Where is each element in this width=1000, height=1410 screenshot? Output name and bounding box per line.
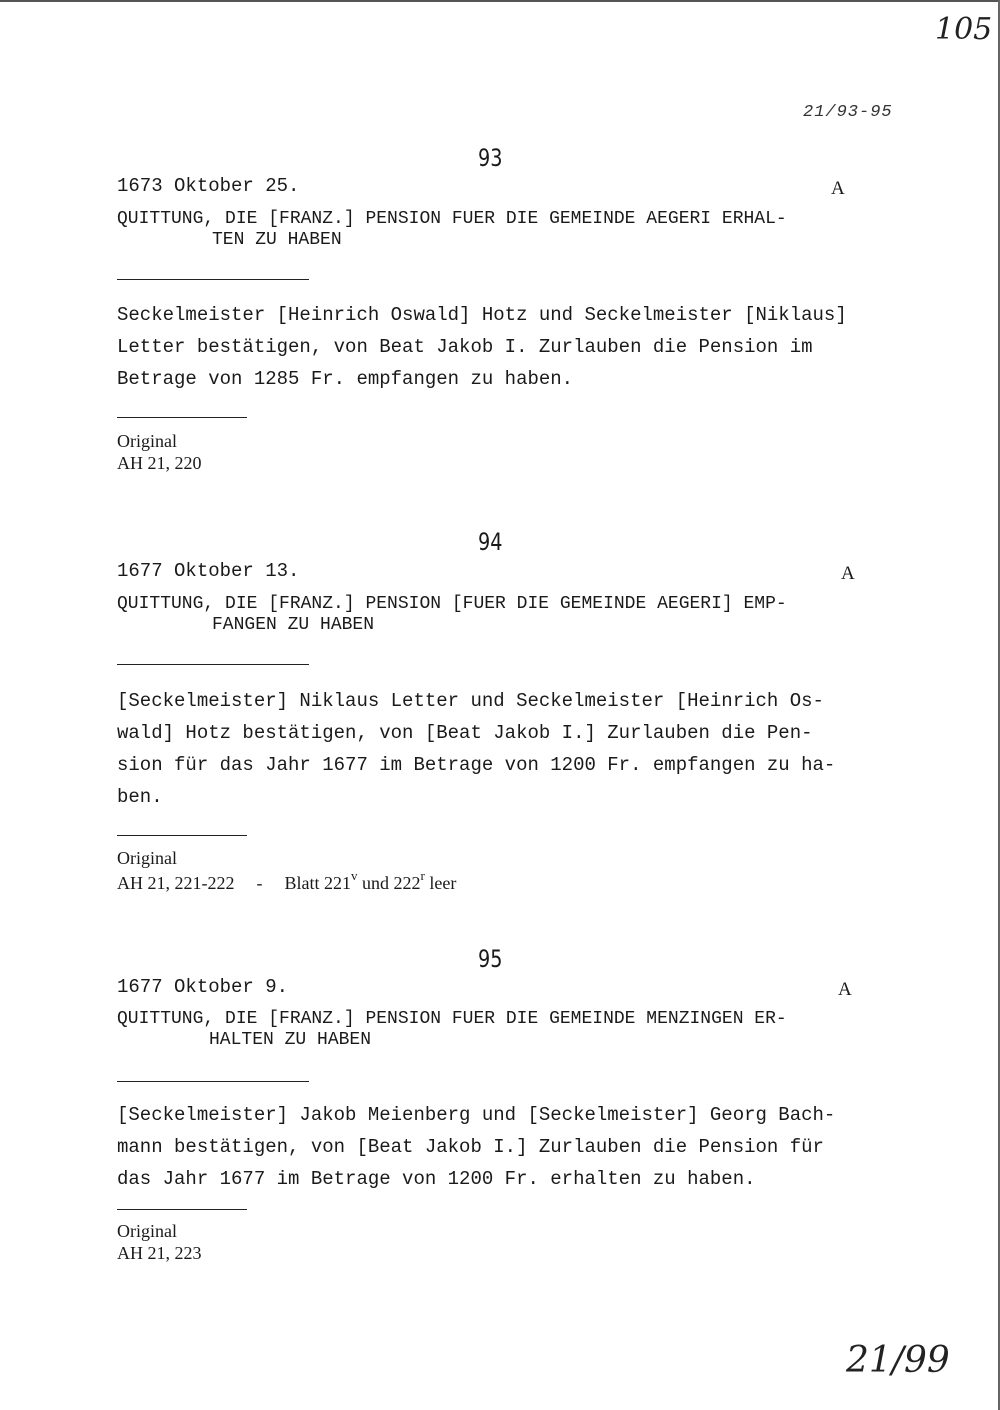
entry-body-line-93-1: Seckelmeister [Heinrich Oswald] Hotz und Seckelmeister [Niklaus] <box>117 304 847 326</box>
source-label-95: Original <box>117 1221 177 1241</box>
folio-number-bottom: 21/99 <box>846 1340 950 1381</box>
source-blatt-94: Blatt 221 <box>284 873 351 893</box>
entry-body-line-93-3: Betrage von 1285 Fr. empfangen zu haben. <box>117 368 574 390</box>
entry-marker-95: A <box>838 979 852 1000</box>
entry-date-95: 1677 Oktober 9. <box>117 976 289 998</box>
source-und-94: und 222 <box>362 873 421 893</box>
entry-number-95: 95 <box>478 945 503 973</box>
entry-title-line1-94: QUITTUNG, DIE [FRANZ.] PENSION [FUER DIE GEMEINDE AEGERI] EMP- <box>117 594 787 614</box>
entry-marker-93: A <box>831 178 845 199</box>
entry-date-94: 1677 Oktober 13. <box>117 560 300 582</box>
entry-body-line-94-2: wald] Hotz bestätigen, von [Beat Jakob I.] Zurlauben die Pen- <box>117 722 813 744</box>
entry-number-94: 94 <box>478 528 503 556</box>
separator-rule <box>117 664 309 665</box>
folio-number-top: 105 <box>935 12 993 47</box>
entry-title-line2-94: FANGEN ZU HABEN <box>212 615 375 635</box>
entry-body-line-95-1: [Seckelmeister] Jakob Meienberg und [Seckelmeister] Georg Bach- <box>117 1104 836 1126</box>
entry-body-line-93-2: Letter bestätigen, von Beat Jakob I. Zurlauben die Pension im <box>117 336 813 358</box>
page-reference: 21/93-95 <box>803 103 893 122</box>
source-ref-95: AH 21, 223 <box>117 1243 202 1263</box>
entry-title-line1-93: QUITTUNG, DIE [FRANZ.] PENSION FUER DIE GEMEINDE AEGERI ERHAL- <box>117 209 787 229</box>
separator-rule <box>117 279 309 280</box>
entry-title-line1-95: QUITTUNG, DIE [FRANZ.] PENSION FUER DIE GEMEINDE MENZINGEN ER- <box>117 1009 787 1029</box>
source-rule <box>117 1209 247 1210</box>
source-line-94 <box>117 870 456 894</box>
entry-title-line2-93: TEN ZU HABEN <box>212 230 342 250</box>
source-ref-94: AH 21, 221-222 <box>117 873 235 893</box>
page-edge-top <box>0 0 1000 2</box>
entry-body-line-95-3: das Jahr 1677 im Betrage von 1200 Fr. erhalten zu haben. <box>117 1168 756 1190</box>
entry-date-93: 1673 Oktober 25. <box>117 175 300 197</box>
source-sup-recto: r <box>420 868 425 883</box>
source-label-93: Original <box>117 431 177 451</box>
entry-body-line-95-2: mann bestätigen, von [Beat Jakob I.] Zurlauben die Pension für <box>117 1136 824 1158</box>
source-rule <box>117 835 247 836</box>
source-rule <box>117 417 247 418</box>
source-leer-94: leer <box>429 873 457 893</box>
entry-body-line-94-4: ben. <box>117 786 163 808</box>
entry-title-line2-95: HALTEN ZU HABEN <box>209 1030 372 1050</box>
source-dash-94: - <box>256 873 263 893</box>
entry-body-line-94-1: [Seckelmeister] Niklaus Letter und Seckelmeister [Heinrich Os- <box>117 690 824 712</box>
separator-rule <box>117 1081 309 1082</box>
entry-body-line-94-3: sion für das Jahr 1677 im Betrage von 1200 Fr. empfangen zu ha- <box>117 754 836 776</box>
source-sup-verso: v <box>351 868 358 883</box>
entry-number-93: 93 <box>478 144 503 172</box>
entry-marker-94: A <box>841 563 855 584</box>
source-label-94: Original <box>117 848 177 868</box>
source-ref-93: AH 21, 220 <box>117 453 202 473</box>
